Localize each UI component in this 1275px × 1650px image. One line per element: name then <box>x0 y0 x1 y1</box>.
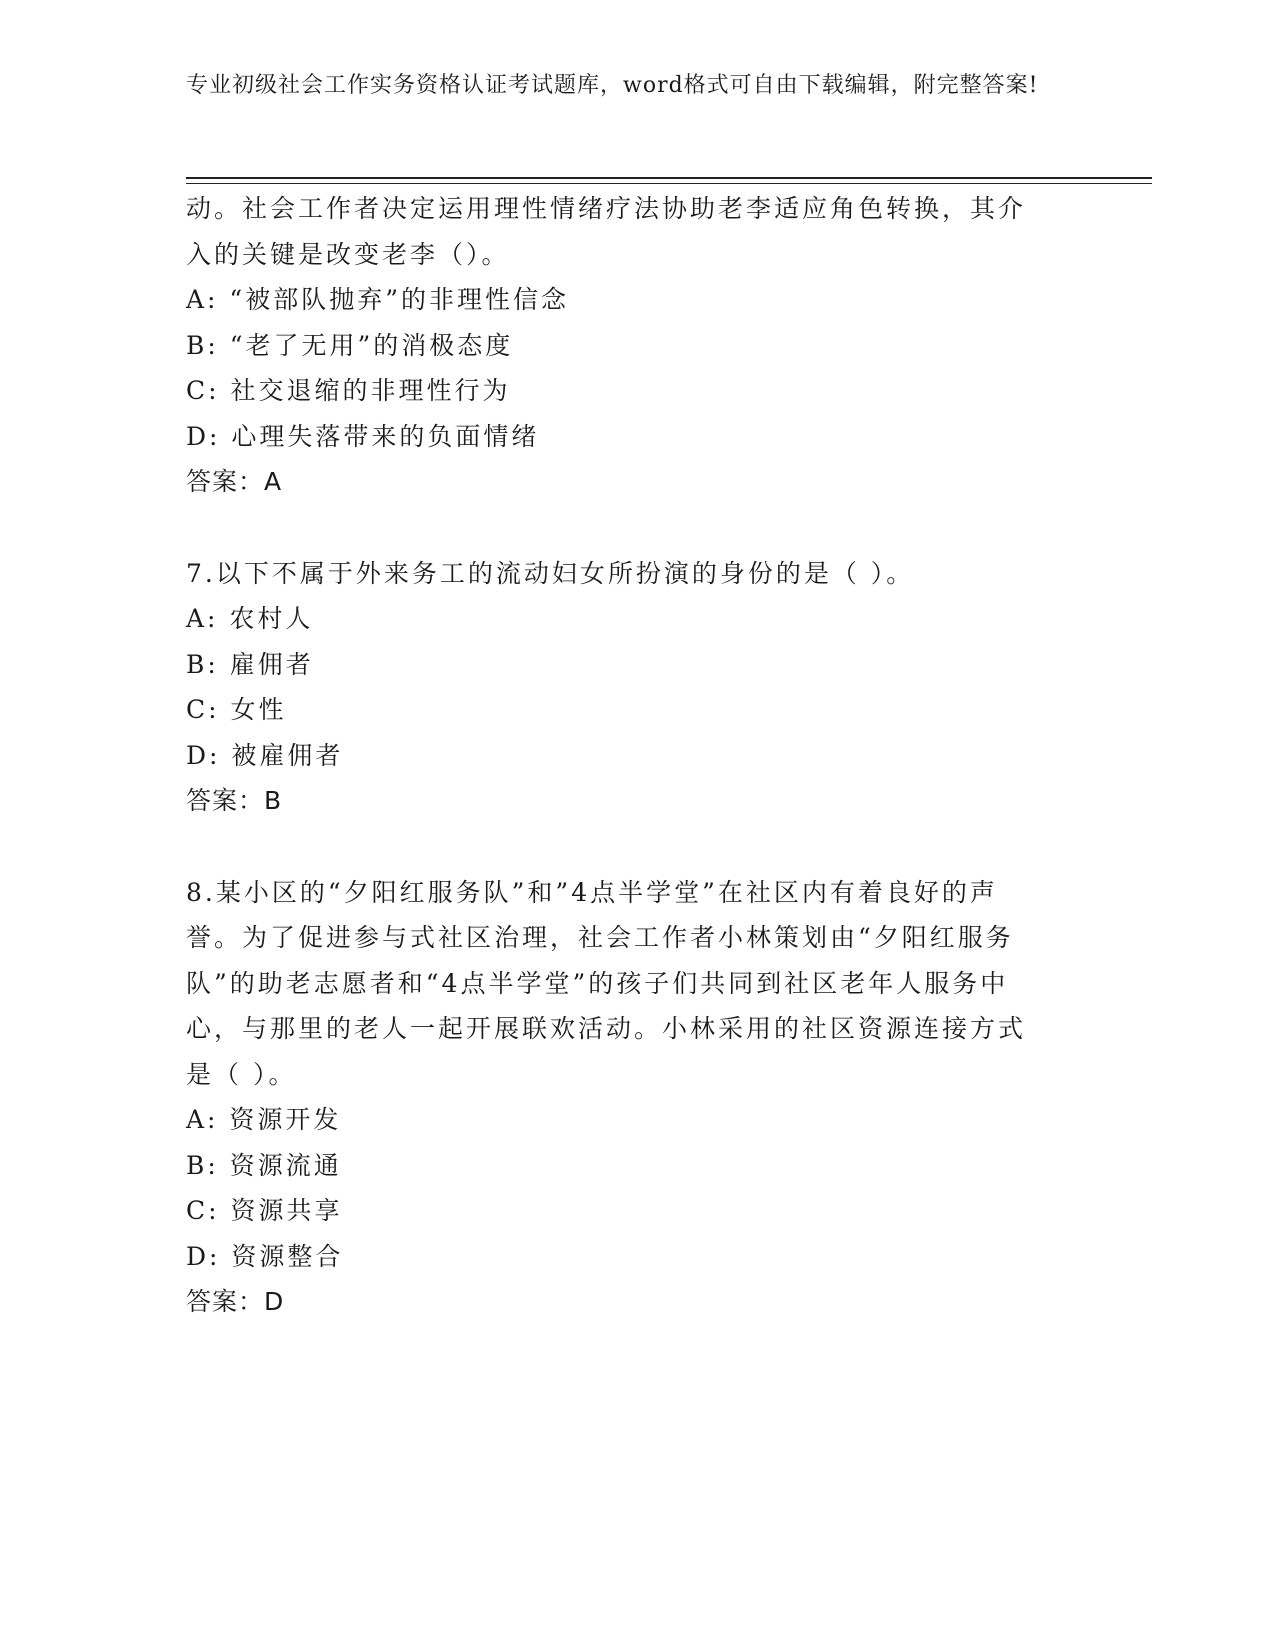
page-header: 专业初级社会工作实务资格认证考试题库，word格式可自由下载编辑，附完整答案! <box>186 73 1039 98</box>
answer: 答案：A <box>186 467 283 496</box>
question-text-line: 7.以下不属于外来务工的流动妇女所扮演的身份的是（ ）。 <box>186 558 915 588</box>
option-a: A: 农村人 <box>186 604 314 633</box>
option-b: B: 资源流通 <box>186 1150 342 1180</box>
header-rule-thick <box>186 177 1152 179</box>
option-a: A: “被部队抛弃”的非理性信念 <box>186 285 569 314</box>
answer: 答案：B <box>186 786 283 815</box>
question-6-continuation <box>186 186 1086 505</box>
option-b: B: 雇佣者 <box>186 649 314 679</box>
option-d: D: 被雇佣者 <box>186 740 344 770</box>
option-c: C: 女性 <box>186 695 287 724</box>
question-text-line: 入的关键是改变老李（）。 <box>186 239 510 269</box>
answer: 答案：D <box>186 1287 285 1316</box>
option-c: C: 资源共享 <box>186 1196 343 1225</box>
option-d: D: 心理失落带来的负面情绪 <box>186 421 540 451</box>
option-a: A: 资源开发 <box>186 1105 342 1134</box>
question-7 <box>186 551 1086 824</box>
question-content <box>186 186 1086 1325</box>
spacer <box>186 824 1086 870</box>
question-text-line: 8.某小区的“夕阳红服务队”和”4点半学堂”在社区内有着良好的声 <box>186 877 998 907</box>
question-text-line: 是（ ）。 <box>186 1059 297 1089</box>
question-text-line: 心，与那里的老人一起开展联欢活动。小林采用的社区资源连接方式 <box>186 1014 1027 1043</box>
option-d: D: 资源整合 <box>186 1241 344 1271</box>
spacer <box>186 505 1086 551</box>
option-b: B: “老了无用”的消极态度 <box>186 330 514 360</box>
question-text-line: 动。社会工作者决定运用理性情绪疗法协助老李适应角色转换，其介 <box>186 194 1027 223</box>
header-rule-thin <box>186 183 1152 184</box>
question-text-line: 队”的助老志愿者和“4点半学堂”的孩子们共同到社区老年人服务中 <box>186 968 1009 998</box>
question-8 <box>186 870 1086 1325</box>
question-text-line: 誉。为了促进参与式社区治理，社会工作者小林策划由“夕阳红服务 <box>186 923 1014 952</box>
option-c: C: 社交退缩的非理性行为 <box>186 376 511 405</box>
